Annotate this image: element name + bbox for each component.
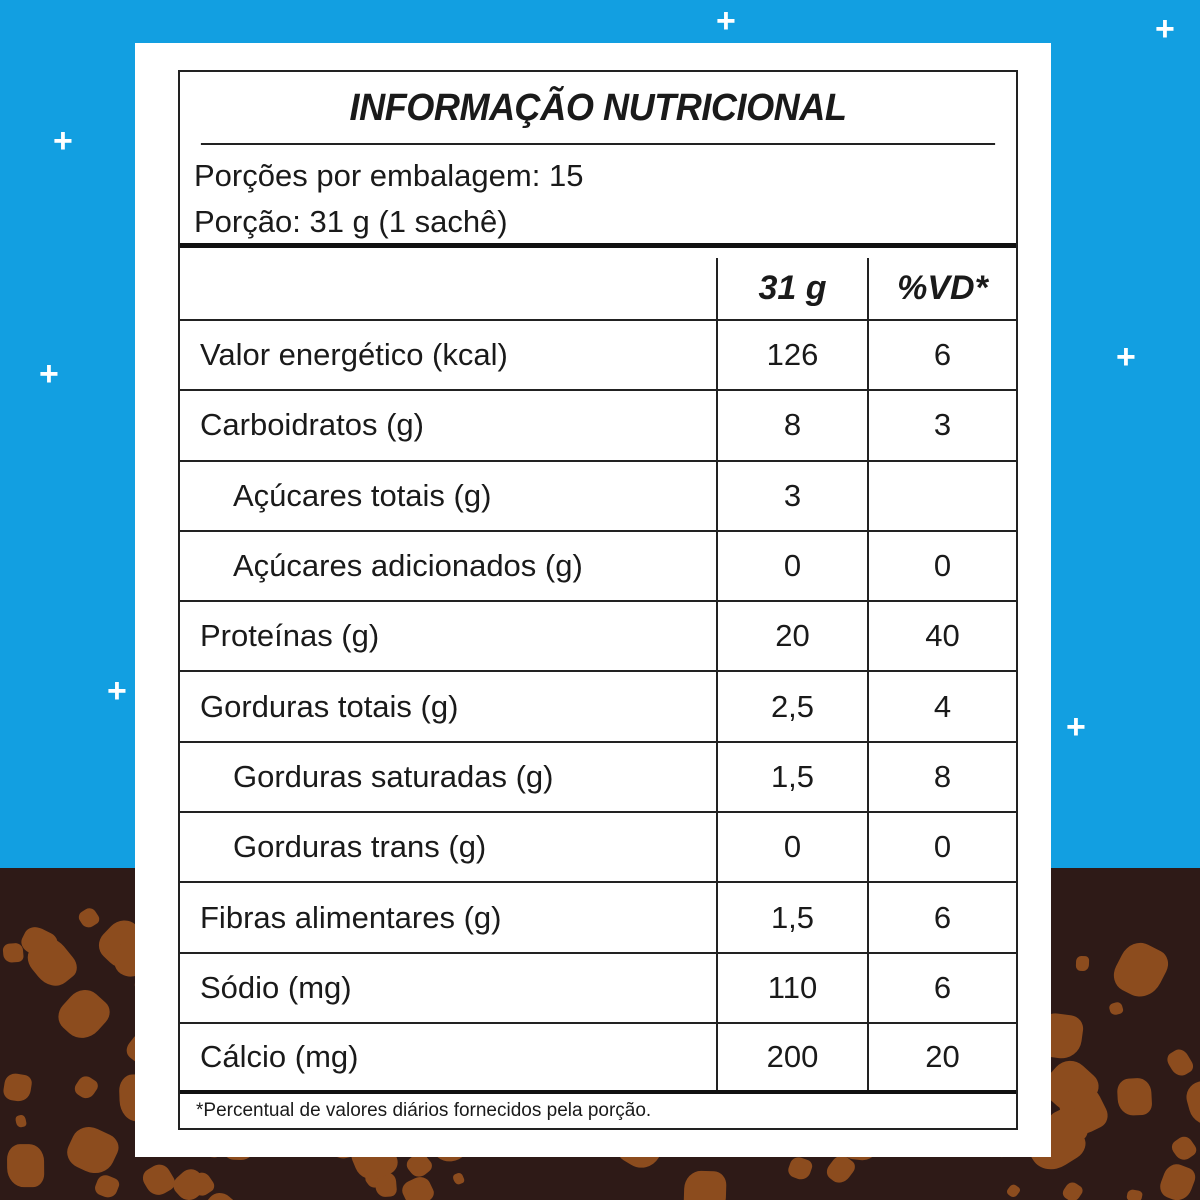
- nutrient-amount: 3: [716, 462, 867, 530]
- table-row: [180, 813, 1016, 883]
- crumb: [1157, 1160, 1199, 1200]
- crumb: [1108, 1001, 1124, 1016]
- crumb: [1006, 1183, 1022, 1199]
- nutrient-label: Sódio (mg): [200, 969, 352, 1005]
- nutrient-amount: 20: [716, 602, 867, 670]
- nutrient-dv: 6: [867, 883, 1016, 951]
- nutrient-amount: 200: [716, 1024, 867, 1090]
- nutrient-amount: 1,5: [716, 743, 867, 811]
- nutrient-label: Açúcares adicionados (g): [233, 548, 583, 584]
- nutrient-label: Gorduras trans (g): [233, 829, 487, 865]
- nutrient-label: Fibras alimentares (g): [200, 899, 502, 935]
- nutrient-dv: 40: [867, 602, 1016, 670]
- nutrient-dv: 0: [867, 813, 1016, 881]
- crumb: [52, 982, 116, 1046]
- crumb: [76, 906, 101, 931]
- crumb: [62, 1121, 123, 1180]
- crumb: [786, 1155, 814, 1183]
- crumb: [3, 1072, 34, 1103]
- nutrition-table: [178, 70, 1018, 1130]
- nutrient-dv: 6: [867, 954, 1016, 1022]
- crumb: [1075, 956, 1089, 971]
- sparkle-icon: +: [1155, 10, 1175, 48]
- nutrient-label: Açúcares totais (g): [233, 477, 492, 513]
- table-row: [180, 532, 1016, 602]
- crumb: [6, 1144, 44, 1187]
- amount-header: 31 g: [716, 258, 867, 319]
- serving-info: [180, 145, 1016, 248]
- nutrient-label: Valor energético (kcal): [200, 337, 508, 373]
- header-row: [180, 248, 1016, 321]
- crumb: [452, 1172, 465, 1186]
- nutrient-amount: 110: [716, 954, 867, 1022]
- nutrient-label: Gorduras totais (g): [200, 688, 459, 724]
- crumb: [71, 1073, 100, 1102]
- sparkle-icon: +: [53, 122, 73, 160]
- table-row: [180, 883, 1016, 953]
- crumb: [1182, 1074, 1200, 1129]
- sparkle-icon: +: [107, 672, 127, 710]
- nutrient-amount: 0: [716, 532, 867, 600]
- nutrient-amount: 1,5: [716, 883, 867, 951]
- crumb: [3, 943, 24, 963]
- nutrient-dv: 8: [867, 743, 1016, 811]
- table-row: [180, 462, 1016, 532]
- nutrient-amount: 126: [716, 321, 867, 389]
- nutrient-amount: 8: [716, 391, 867, 459]
- table-row: [180, 672, 1016, 742]
- crumb: [1061, 1179, 1085, 1200]
- servings-per-package: Porções por embalagem: 15: [194, 158, 584, 193]
- nutrient-label: Carboidratos (g): [200, 407, 424, 443]
- table-row: [180, 743, 1016, 813]
- nutrient-label: Gorduras saturadas (g): [233, 758, 554, 794]
- nutrient-dv: 6: [867, 321, 1016, 389]
- table-title: INFORMAÇÃO NUTRICIONAL: [201, 72, 995, 145]
- table-row: [180, 1024, 1016, 1094]
- sparkle-icon: +: [1066, 708, 1086, 746]
- nutrient-dv: 0: [867, 532, 1016, 600]
- serving-size: Porção: 31 g (1 sachê): [194, 204, 508, 239]
- table-row: [180, 391, 1016, 461]
- footnote: *Percentual de valores diários fornecidos pela porção.: [196, 1100, 652, 1122]
- nutrient-dv: [867, 462, 1016, 530]
- nutrient-dv: 4: [867, 672, 1016, 740]
- table-row: [180, 321, 1016, 391]
- crumb: [1117, 1077, 1153, 1116]
- table-row: [180, 602, 1016, 672]
- sparkle-icon: +: [1116, 338, 1136, 376]
- crumb: [1169, 1134, 1199, 1164]
- crumb: [15, 1114, 27, 1128]
- sparkle-icon: +: [39, 355, 59, 393]
- table-row: [180, 954, 1016, 1024]
- nutrient-amount: 0: [716, 813, 867, 881]
- nutrient-label: Cálcio (mg): [200, 1039, 359, 1075]
- nutrient-dv: 20: [867, 1024, 1016, 1090]
- crumb: [93, 1172, 121, 1199]
- crumb: [400, 1173, 437, 1200]
- sparkle-icon: +: [716, 2, 736, 40]
- nutrient-label: Proteínas (g): [200, 618, 380, 654]
- nutrient-amount: 2,5: [716, 672, 867, 740]
- nutrient-dv: 3: [867, 391, 1016, 459]
- crumb: [1126, 1189, 1143, 1200]
- crumb: [1107, 936, 1172, 1004]
- crumb: [683, 1171, 726, 1200]
- crumb: [139, 1161, 178, 1200]
- dv-header: %VD*: [867, 258, 1016, 319]
- crumb: [1164, 1046, 1195, 1079]
